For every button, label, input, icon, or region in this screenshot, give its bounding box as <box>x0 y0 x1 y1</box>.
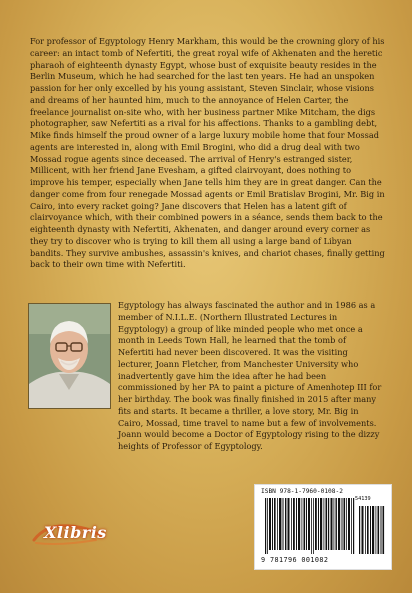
isbn-barcode <box>254 484 392 570</box>
author-biography-text: Egyptology has always fascinated the author and in 1986 as a member of N.I.L.E. (Northern Illustrated Lectures in Egyptology) a group of like minded people who met once a month in Leeds Town Hall, he learned that the tomb of Nefertiti had never been discovered. It was the visiting lecturer, Joann Fletcher, from Manchester University who inadvertently gave him the idea after he had been commissioned by her PA to paint a picture of Amenhotep III for her birthday. The book was finally finished in 2015 after many fits and starts. It became a thriller, a love story, Mr. Big in Cairo, Mossad, time travel to name but a few of involvements. Joann would become a Doctor of Egyptology rising to the dizzy heights of Professor of Egyptology. <box>118 300 382 451</box>
synopsis-text: For professor of Egyptology Henry Markham, this would be the crowning glory of his career: an intact tomb of Nefertiti, the great royal wife of Akhenaten and the heretic pharaoh of eighteenth dynasty Egypt, whose bust of exquisite beauty resides in the Berlin Museum, which he had searched for the last ten years. He had an unspoken passion for her only excelled by his young assistant, Steven Sinclair, whose visions and dreams of her haunted him, much to the annoyance of Helen Carter, the freelance journalist on-site who, with her business partner Mike Mitcham, the digs photographer, saw Nefertiti as a rival for his affections. Thanks to a gambling debt, Mike finds himself the proud owner of a large luxury mobile home that four Mossad agents are interested in, along with Emil Brogini, who did a drug deal with two Mossad rogue agents since deceased. The arrival of Henry's estranged sister, Millicent, with her friend Jane Evesham, a gifted clairvoyant, does nothing to improve his temper, especially when Jane tells him they are in great danger. Can the danger come from four renegade Mossad agents or Emil Bratislav Brogini, Mr. Big in Cairo, into every racket going? Jane discovers that Helen has a latent gift of clairvoyance which, with their combined powers in a séance, sends them back to the eighteenth dynasty with Nefertiti, Akhenaten, and danger around every corner as they try to discover who is trying to kill them all using a large band of Libyan bandits. They survive ambushes, assassin's knives, and chariot chases, finally getting back to their own time with Nefertiti. <box>30 36 385 270</box>
publisher-logo-text: Xlibris <box>44 523 107 542</box>
barcode-addon-digits: 54139 <box>355 496 371 502</box>
author-photo <box>28 303 111 409</box>
barcode-digits: 9 781796 001082 <box>261 556 329 564</box>
isbn-label: ISBN 978-1-7960-0108-2 <box>261 488 343 495</box>
publisher-logo <box>30 520 107 548</box>
barcode-bars <box>263 498 385 554</box>
